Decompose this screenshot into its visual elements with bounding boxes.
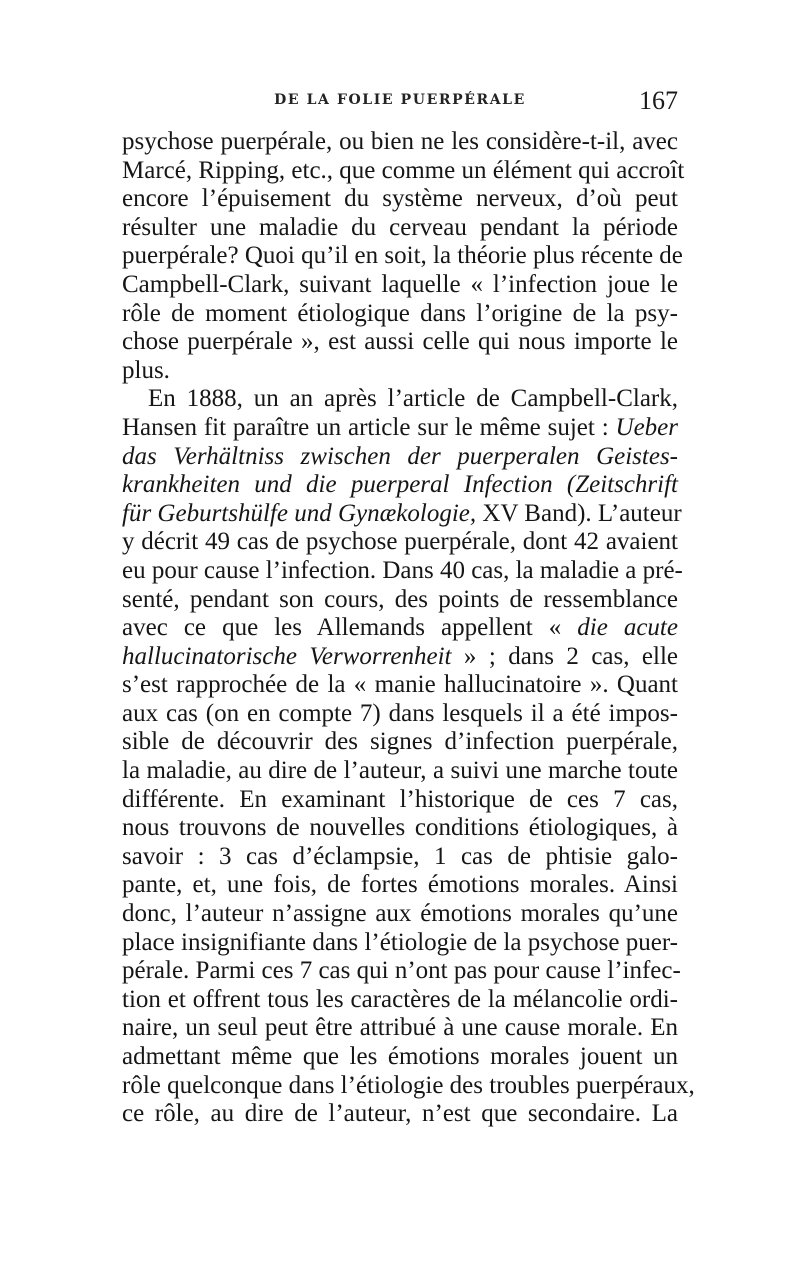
text-line: puerpérale? Quoi qu’il en soit, la théorie plus récente de bbox=[122, 242, 683, 270]
text-fragment: » ; dans 2 cas, elle bbox=[451, 642, 679, 670]
italic-fragment: das Verhältniss zwischen der puerperalen Geistes- bbox=[122, 442, 678, 470]
text-line: y décrit 49 cas de psychose puerpérale, dont 42 avaient bbox=[122, 528, 678, 556]
italic-fragment: Ueber bbox=[615, 413, 678, 441]
text-line bbox=[122, 471, 678, 500]
italic-fragment: krankheiten und die puerperal Infection (Zeitschrift bbox=[122, 471, 678, 499]
text-line bbox=[122, 443, 678, 472]
text-line: ce rôle, au dire de l’auteur, n’est que secondaire. La bbox=[122, 1100, 678, 1128]
text-line: la maladie, au dire de l’auteur, a suivi une marche toute bbox=[122, 757, 678, 785]
text-line: plus. bbox=[122, 356, 170, 384]
text-line bbox=[122, 614, 678, 643]
text-line: tion et offrent tous les caractères de la mélancolie ordi- bbox=[122, 985, 678, 1013]
text-line: psychose puerpérale, ou bien ne les considère-t-il, avec bbox=[122, 128, 678, 155]
text-line: senté, pendant son cours, des points de ressemblance bbox=[122, 585, 678, 613]
text-line: rôle quelconque dans l’étiologie des troubles puerpéraux, bbox=[122, 1071, 695, 1099]
text-line: Campbell-Clark, suivant laquelle « l’infection joue le bbox=[122, 270, 678, 298]
italic-fragment: für Geburtshülfe und Gynækologie, bbox=[122, 499, 477, 527]
body-text bbox=[122, 128, 695, 1129]
text-line: rôle de moment étiologique dans l’origine de la psy- bbox=[122, 299, 678, 327]
text-fragment: Hansen fit paraître un article sur le même sujet : bbox=[122, 413, 609, 441]
paragraph-start-line: En 1888, un an après l’article de Campbell-Clark, bbox=[148, 385, 678, 413]
italic-fragment: die acute bbox=[577, 614, 678, 642]
running-title: DE LA FOLIE PUERPÉRALE bbox=[274, 92, 526, 108]
text-line: pante, et, une fois, de fortes émotions morales. Ainsi bbox=[122, 871, 678, 899]
italic-fragment: hallucinatorische Verworrenheit bbox=[122, 642, 452, 670]
text-line: eu pour cause l’infection. Dans 40 cas, la maladie a pré- bbox=[122, 556, 683, 584]
text-line: place insignifiante dans l’étiologie de la psychose puer- bbox=[122, 928, 678, 956]
text-line: différente. En examinant l’historique de ces 7 cas, bbox=[122, 785, 678, 813]
text-fragment: avec ce que les Allemands appellent « bbox=[122, 614, 578, 642]
text-line: chose puerpérale », est aussi celle qui nous importe le bbox=[122, 328, 678, 356]
text-line: encore l’épuisement du système nerveux, d’où peut bbox=[122, 185, 678, 213]
text-line: aux cas (on en compte 7) dans lesquels il a été impos- bbox=[122, 699, 678, 727]
page-number: 167 bbox=[639, 86, 678, 115]
text-line bbox=[122, 643, 678, 672]
text-line bbox=[122, 414, 678, 443]
text-line: admettant même que les émotions morales jouent un bbox=[122, 1043, 678, 1070]
text-line: s’est rapprochée de la « manie hallucinatoire ». Quant bbox=[122, 671, 678, 699]
text-fragment: XV Band). L’auteur bbox=[476, 499, 682, 527]
text-line: pérale. Parmi ces 7 cas qui n’ont pas pour cause l’infec- bbox=[122, 957, 681, 985]
text-line: donc, l’auteur n’assigne aux émotions morales qu’une bbox=[122, 900, 678, 928]
text-line: nous trouvons de nouvelles conditions étiologiques, à bbox=[122, 814, 678, 842]
running-head bbox=[120, 86, 680, 122]
text-line: résulter une maladie du cerveau pendant la période bbox=[122, 213, 678, 241]
text-line: naire, un seul peut être attribué à une cause morale. En bbox=[122, 1014, 678, 1042]
text-line: sible de découvrir des signes d’infection puerpérale, bbox=[122, 728, 678, 756]
text-line bbox=[122, 499, 682, 529]
text-line: Marcé, Ripping, etc., que comme un élément qui accroît bbox=[122, 156, 685, 184]
text-line: savoir : 3 cas d’éclampsie, 1 cas de phtisie galo- bbox=[122, 842, 678, 870]
